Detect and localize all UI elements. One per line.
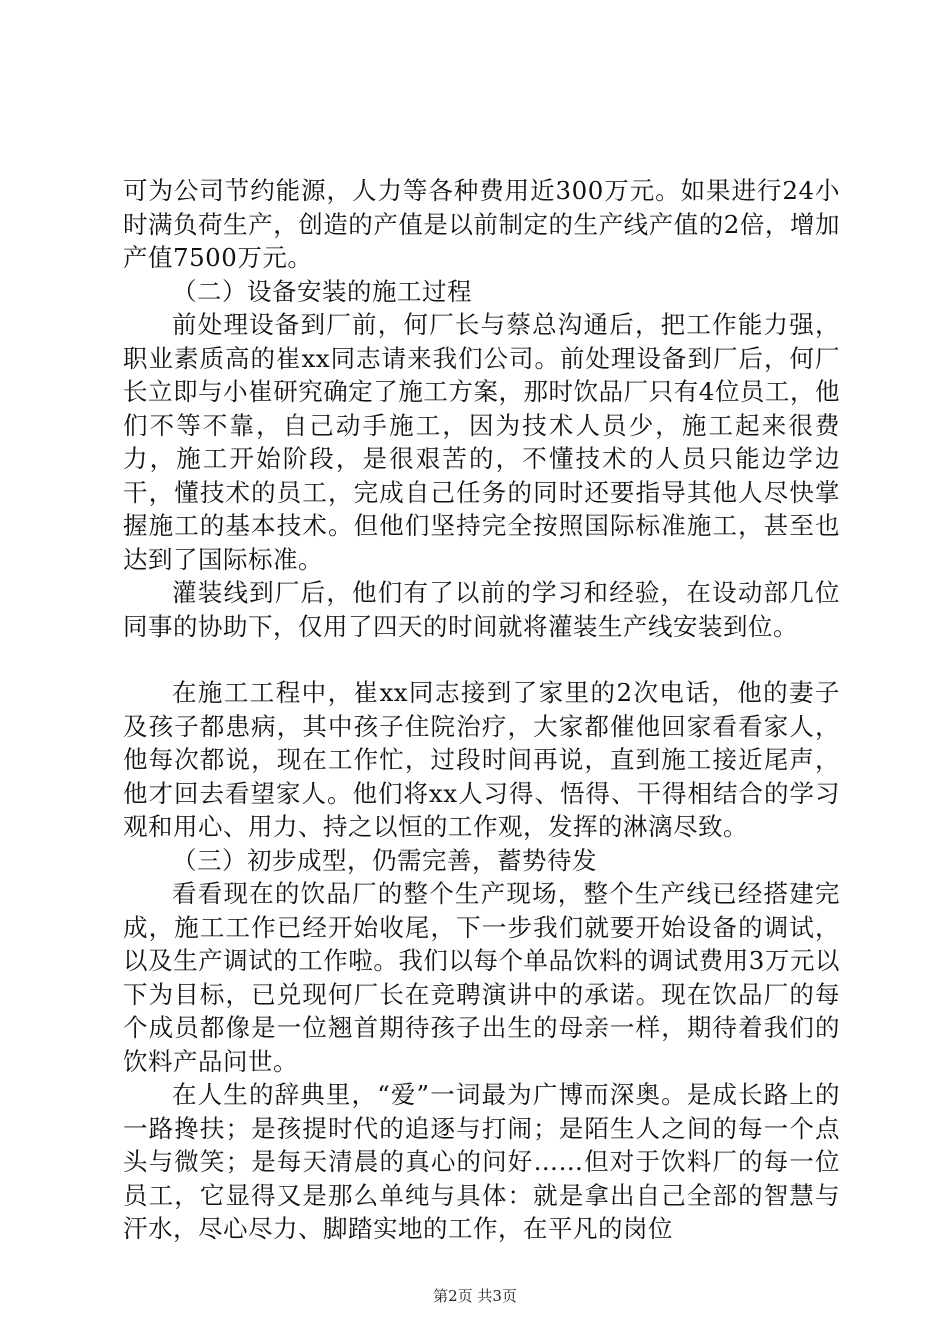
paragraph-filling-line: 灌装线到厂后，他们有了以前的学习和经验，在设动部几位同事的协助下，仅用了四天的时间就将灌装生产线安装到位。 [123, 578, 840, 641]
paragraph-dedication: 在施工工程中，崔xx同志接到了家里的2次电话，他的妻子及孩子都患病，其中孩子住院治疗，大家都催他回家看看家人，他每次都说，现在工作忙，过段时间再说，直到施工接近尾声，他才回去看望家人。他们将xx人习得、悟得、干得相结合的学习观和用心、用力、持之以恒的工作观，发挥的淋漓尽致。 [123, 678, 840, 841]
page-number-footer: 第2页 共3页 [433, 1287, 517, 1305]
paragraph-production-site: 看看现在的饮品厂的整个生产现场，整个生产线已经搭建完成，施工工作已经开始收尾，下一步我们就要开始设备的调试，以及生产调试的工作啦。我们以每个单品饮料的调试费用3万元以下为目标，已兑现何厂长在竞聘演讲中的承诺。现在饮品厂的每个成员都像是一位翘首期待孩子出生的母亲一样，期待着我们的饮料产品问世。 [123, 879, 840, 1076]
paragraph-pretreatment-installation: 前处理设备到厂前，何厂长与蔡总沟通后，把工作能力强，职业素质高的崔xx同志请来我们公司。前处理设备到厂后，何厂长立即与小崔研究确定了施工方案，那时饮品厂只有4位员工，他们不等不靠，自己动手施工，因为技术人员少，施工起来很费力，施工开始阶段，是很艰苦的，不懂技术的人员只能边学边干，懂技术的员工，完成自己任务的同时还要指导其他人尽快掌握施工的基本技术。但他们坚持完全按照国际标准施工，甚至也达到了国际标准。 [123, 310, 840, 574]
paragraph-love: 在人生的辞典里，“爱”一词最为广博而深奥。是成长路上的一路搀扶；是孩提时代的追逐与打闹；是陌生人之间的每一个点头与微笑；是每天清晨的真心的问好……但对于饮料厂的每一位员工，它显得又是那么单纯与具体：就是拿出自己全部的智慧与汗水，尽心尽力、脚踏实地的工作，在平凡的岗位 [123, 1080, 840, 1243]
section-heading-installation: （二）设备安装的施工过程 [172, 276, 472, 306]
section-heading-initial-shape: （三）初步成型，仍需完善，蓄势待发 [172, 845, 597, 875]
paragraph-cost-savings: 可为公司节约能源，人力等各种费用近300万元。如果进行24小时满负荷生产，创造的产值是以前制定的生产线产值的2倍，增加产值7500万元。 [123, 176, 840, 272]
document-body [123, 174, 840, 1246]
